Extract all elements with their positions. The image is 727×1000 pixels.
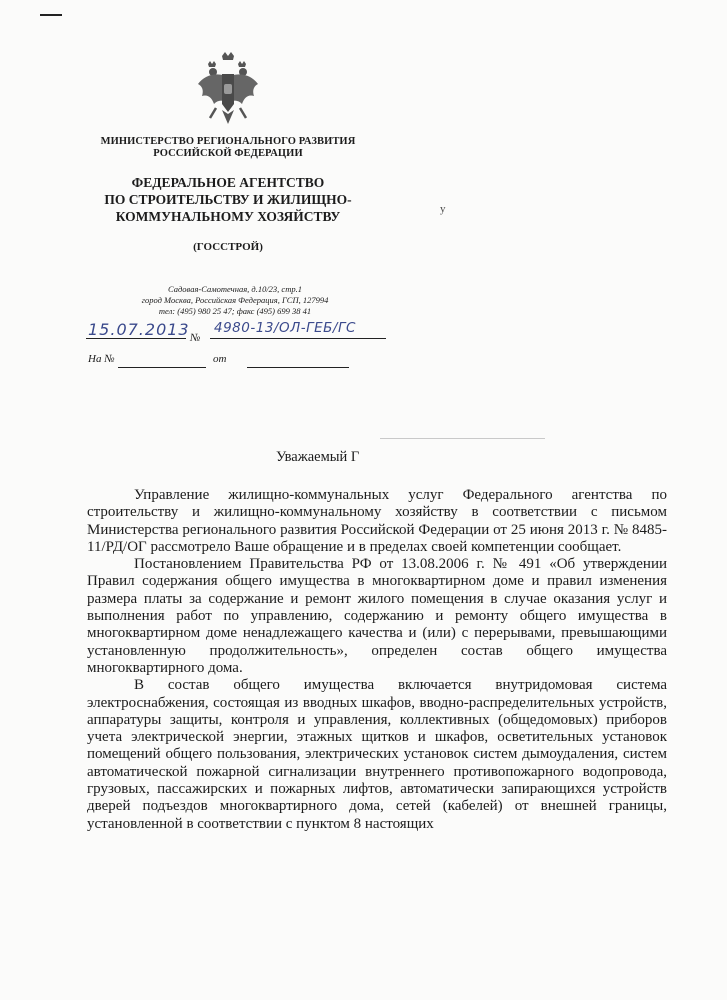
registration-date: 15.07.2013 [88, 320, 190, 339]
date-underline [86, 338, 186, 339]
letterhead [78, 50, 378, 253]
reference-number-line [118, 367, 206, 368]
ministry-name-line1: МИНИСТЕРСТВО РЕГИОНАЛЬНОГО РАЗВИТИЯ [100, 136, 356, 147]
ministry-name-line2: РОССИЙСКОЙ ФЕДЕРАЦИИ [153, 148, 303, 159]
body-paragraph-2: Постановлением Правительства РФ от 13.08.2006 г. № 491 «Об утверждении Правил содержания общего имущества в многоквартирном доме и правил изменения размера платы за содержание и ремонт жилого помещения в случае оказания услуг и выполнения работ по управлению, содержанию и ремонту общего имущества в многоквартирном доме ненадлежащего качества и (или) с перерывами, превышающими установленную продолжительность», определен состав общего имущества многоквартирного дома. [87, 556, 667, 676]
number-sign: № [190, 332, 201, 344]
address-line2: город Москва, Российская Федерация, ГСП, 127994 [141, 295, 329, 305]
body-paragraph-3: В состав общего имущества включается внутридомовая система электроснабжения, состоящая из вводных шкафов, вводно-распределительных устройств, аппаратуры защиты, контроля и управления, коллективных (общедомовых) приборов учета электрической энергии, этажных щитков и шкафов, осветительных установок помещений общего пользования, электрических установок систем дымоудаления, систем автоматической пожарной сигнализации внутреннего противопожарного водопровода, грузовых, пассажирских и пожарных лифтов, автоматически запирающихся устройств дверей подъездов многоквартирного дома, сетей (кабелей) от внешней границы, установленной в соответствии с пунктом 8 настоящих [87, 677, 667, 832]
agency-name-line1: ФЕДЕРАЛЬНОЕ АГЕНТСТВО [131, 175, 325, 190]
margin-mark: у [440, 203, 446, 215]
agency-name-line2: ПО СТРОИТЕЛЬСТВУ И ЖИЛИЩНО- [104, 192, 352, 207]
address-line1: Садовая-Самотечная, д.10/23, стр.1 [168, 284, 302, 294]
double-headed-eagle-emblem-icon [196, 50, 260, 130]
address-line3: тел: (495) 980 25 47; факс (495) 699 38 41 [158, 306, 312, 316]
recipient-line [380, 438, 545, 439]
corner-mark [40, 14, 62, 16]
registration-number: 4980-13/ОЛ-ГЕБ/ГС [214, 320, 356, 336]
salutation: Уважаемый Г [276, 449, 360, 465]
letter-body [87, 487, 667, 833]
registration-line [86, 318, 386, 348]
reference-date-line [247, 367, 349, 368]
body-paragraph-1: Управление жилищно-коммунальных услуг Федерального агентства по строительству и жилищно-коммунальному хозяйству в соответствии с письмом Министерства регионального развития Российской Федерации от 25 июня 2013 г. № 8485-11/РД/ОГ рассмотрело Ваше обращение и в пределах своей компетенции сообщает. [87, 487, 667, 555]
address-block [100, 284, 370, 317]
reference-number-label: На № [88, 353, 115, 365]
reference-date-label: от [213, 353, 227, 365]
number-underline [210, 338, 386, 339]
agency-name-line3: КОММУНАЛЬНОМУ ХОЗЯЙСТВУ [115, 209, 341, 224]
agency-short-name: (ГОССТРОЙ) [193, 241, 263, 253]
agency-name [78, 174, 378, 225]
